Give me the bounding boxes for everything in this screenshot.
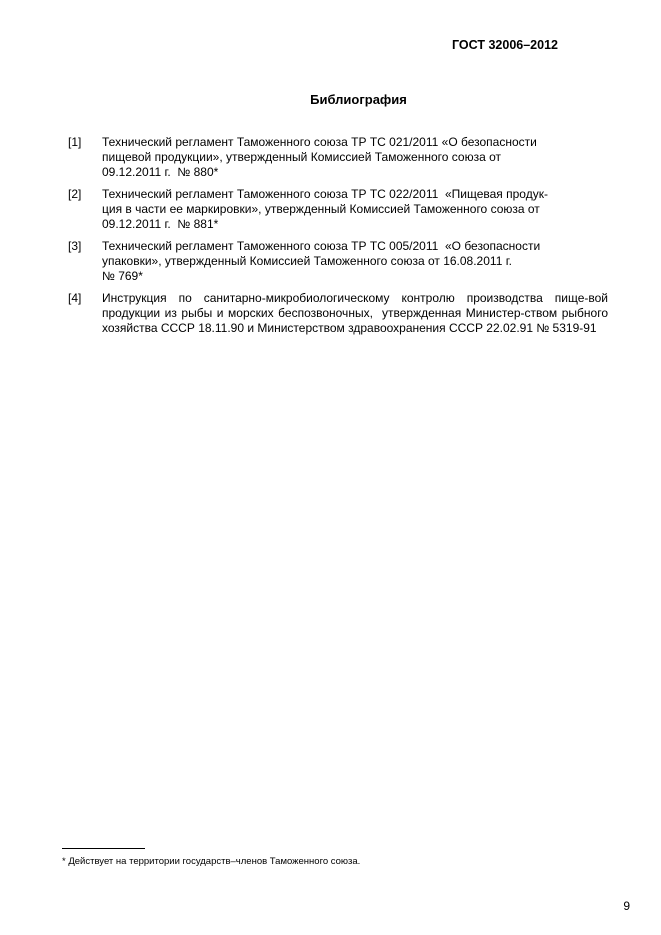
entry-text: Инструкция по санитарно-микробиологическому контролю производства пище-вой продукции из рыбы и морских беспозвоночных, утвержденная Министер-ством рыбного хозяйства СССР 18.11.90 и Министерством здравоохранения СССР 22.02.91 № 5319-91 (102, 291, 612, 335)
page-title: Библиография (310, 92, 407, 107)
bibliography-entry (68, 135, 608, 180)
entry-text: Технический регламент Таможенного союза ТР ТС 022/2011 «Пищевая продук- ция в части ее маркировки», утвержденный Комиссией Таможенного союза от 09.12.2011 г. № 881* (102, 187, 548, 231)
standard-number: ГОСТ 32006–2012 (452, 38, 558, 52)
bibliography-list (68, 135, 612, 343)
entry-text: Технический регламент Таможенного союза ТР ТС 005/2011 «О безопасности упаковки», утвержденный Комиссией Таможенного союза от 16.08.2011 г. № 769* (102, 239, 541, 283)
footnote: * Действует на территории государств–членов Таможенного союза. (62, 856, 361, 867)
bibliography-entry (68, 187, 608, 232)
entry-number: [1] (68, 135, 82, 149)
entry-number: [3] (68, 239, 82, 253)
page-number: 9 (623, 899, 630, 913)
entry-number: [2] (68, 187, 82, 201)
footnote-divider (62, 848, 145, 849)
entry-text: Технический регламент Таможенного союза ТР ТС 021/2011 «О безопасности пищевой продукции», утвержденный Комиссией Таможенного союза от 09.12.2011 г. № 880* (102, 135, 537, 179)
entry-number: [4] (68, 291, 82, 305)
bibliography-entry (68, 239, 608, 284)
bibliography-entry (68, 291, 612, 336)
